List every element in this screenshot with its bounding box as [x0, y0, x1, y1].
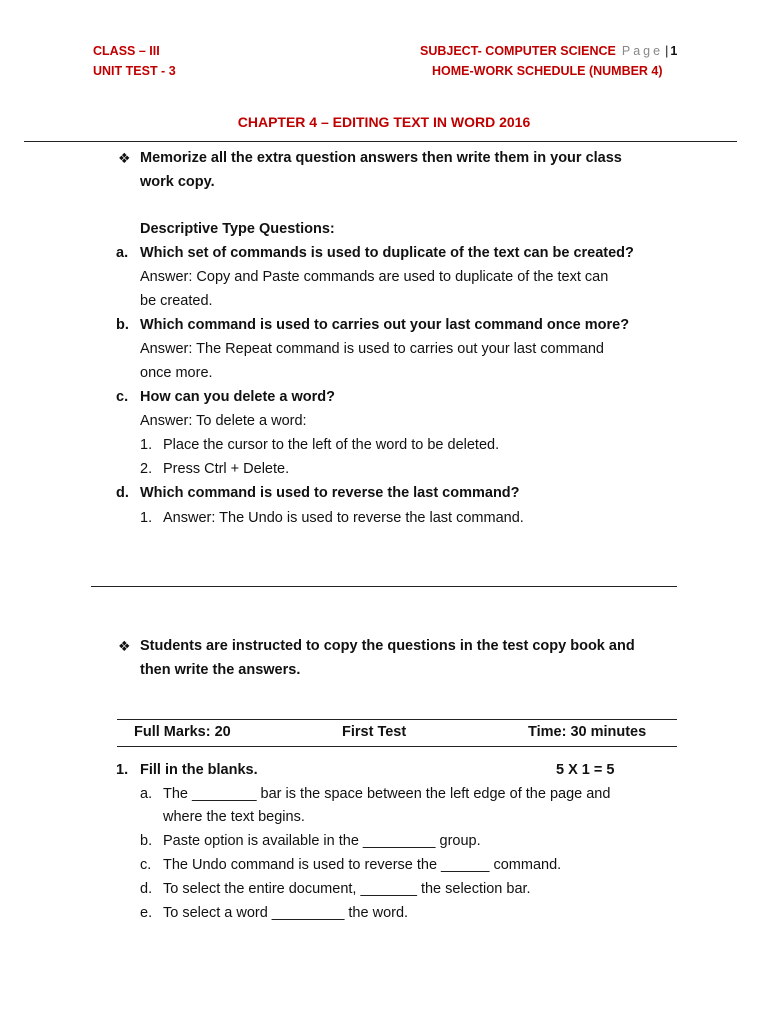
subject-label: SUBJECT- COMPUTER SCIENCE: [420, 44, 616, 58]
step-number: 1.: [140, 510, 153, 526]
full-marks-cell: Full Marks: 20: [134, 724, 231, 740]
bullet-icon: ❖: [118, 150, 131, 166]
step-number: 1.: [140, 437, 153, 453]
item-text: The Undo command is used to reverse the ______ command.: [163, 857, 562, 873]
step-number: 2.: [140, 461, 153, 477]
answer-text: be created.: [140, 293, 213, 309]
step-text: Answer: The Undo is used to reverse the last command.: [163, 510, 524, 526]
table-border-top: [117, 719, 677, 720]
item-label: b.: [140, 833, 153, 849]
question-text: Which command is used to reverse the last command?: [140, 485, 520, 501]
instruction-line: work copy.: [140, 174, 215, 190]
question-number: 1.: [116, 762, 129, 778]
question-label: d.: [116, 485, 129, 501]
item-text: where the text begins.: [163, 809, 305, 825]
item-text: To select the entire document, _______ the selection bar.: [163, 881, 531, 897]
marks-label: 5 X 1 = 5: [556, 762, 615, 778]
item-text: Paste option is available in the _________ group.: [163, 833, 481, 849]
step-text: Press Ctrl + Delete.: [163, 461, 290, 477]
page-number: 1: [670, 44, 678, 58]
question-label: b.: [116, 317, 129, 333]
instruction-line: then write the answers.: [140, 662, 301, 678]
unit-test-label: UNIT TEST - 3: [93, 64, 176, 78]
question-label: a.: [116, 245, 129, 261]
subject-page-header: [420, 44, 677, 58]
item-text: The ________ bar is the space between the left edge of the page and: [163, 786, 611, 802]
page-word: Page: [621, 44, 664, 58]
time-cell: Time: 30 minutes: [528, 724, 647, 740]
item-label: a.: [140, 786, 153, 802]
divider-top: [24, 141, 737, 142]
page-separator: |: [665, 44, 669, 58]
answer-text: Answer: Copy and Paste commands are used to duplicate of the text can: [140, 269, 609, 285]
chapter-title: CHAPTER 4 – EDITING TEXT IN WORD 2016: [237, 114, 531, 130]
question-text: How can you delete a word?: [140, 389, 335, 405]
answer-text: Answer: To delete a word:: [140, 413, 307, 429]
instruction-line: Students are instructed to copy the questions in the test copy book and: [140, 638, 635, 654]
table-border-bottom: [117, 746, 677, 747]
bullet-icon: ❖: [118, 638, 131, 654]
answer-text: Answer: The Repeat command is used to carries out your last command: [140, 341, 604, 357]
divider-middle: [91, 586, 677, 587]
subheading: Descriptive Type Questions:: [140, 221, 335, 237]
instruction-line: Memorize all the extra question answers then write them in your class: [140, 150, 622, 166]
item-label: e.: [140, 905, 153, 921]
step-text: Place the cursor to the left of the word to be deleted.: [163, 437, 500, 453]
question-label: c.: [116, 389, 129, 405]
question-text: Which set of commands is used to duplicate of the text can be created?: [140, 245, 634, 261]
schedule-label: HOME-WORK SCHEDULE (NUMBER 4): [432, 64, 663, 78]
item-text: To select a word _________ the word.: [163, 905, 409, 921]
answer-text: once more.: [140, 365, 213, 381]
class-label: CLASS – III: [93, 44, 160, 58]
test-name-cell: First Test: [342, 724, 407, 740]
item-label: c.: [140, 857, 152, 873]
item-label: d.: [140, 881, 153, 897]
question-text: Which command is used to carries out your last command once more?: [140, 317, 630, 333]
question-title: Fill in the blanks.: [140, 762, 258, 778]
